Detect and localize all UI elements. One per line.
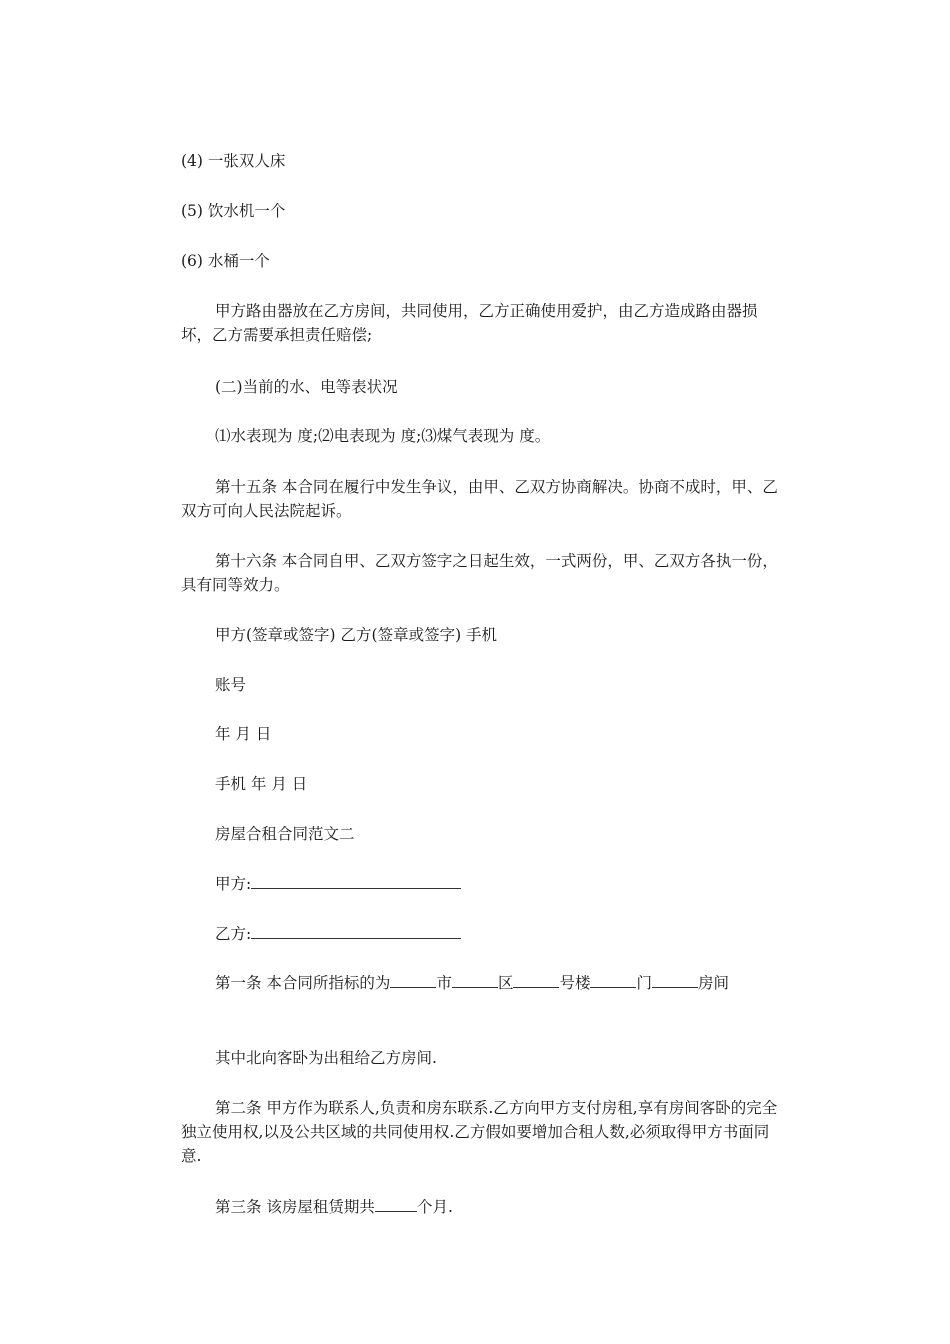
account-line — [181, 673, 781, 697]
article-15 — [181, 475, 781, 523]
district-blank — [452, 971, 498, 988]
paragraph-text: 其中北向客卧为出租给乙方房间. — [215, 1049, 437, 1067]
months-blank — [375, 1195, 417, 1212]
district-label: 区 — [497, 974, 514, 992]
building-blank — [513, 971, 559, 988]
room-blank — [652, 971, 698, 988]
party-b-line — [181, 922, 781, 946]
city-label: 市 — [436, 974, 452, 992]
list-item-bed — [181, 149, 781, 173]
paragraph-text: 第十五条 本合同在履行中发生争议，由甲、乙双方协商解决。协商不成时，甲、乙双方可向人民法院起诉。 — [181, 478, 778, 520]
meter-readings — [181, 424, 781, 448]
item-text: (6) 水桶一个 — [181, 252, 270, 270]
phone-date-line — [181, 772, 781, 796]
paragraph-text: 年 月 日 — [215, 725, 272, 743]
article-1-prefix: 第一条 本合同所指标的为 — [215, 974, 391, 992]
item-text: (4) 一张双人床 — [181, 152, 286, 170]
paragraph-text: 账号 — [215, 676, 247, 694]
paragraph-text: 第十六条 本合同自甲、乙双方签字之日起生效，一式两份，甲、乙双方各执一份，具有同等效力。 — [181, 552, 778, 594]
list-item-water-dispenser — [181, 199, 781, 223]
unit-blank — [590, 971, 636, 988]
paragraph-text: (二)当前的水、电等表状况 — [215, 378, 398, 396]
paragraph-text: 甲方(签章或签字) 乙方(签章或签字) 手机 — [215, 626, 498, 644]
article-1-note — [181, 1046, 781, 1070]
list-item-water-bucket — [181, 249, 781, 273]
article-3-prefix: 第三条 该房屋租赁期共 — [215, 1198, 375, 1216]
unit-label: 门 — [636, 974, 652, 992]
party-a-label: 甲方: — [215, 875, 252, 893]
paragraph-text: 第二条 甲方作为联系人,负责和房东联系.乙方向甲方支付房租,享有房间客卧的完全独立使用权,以及公共区域的共同使用权.乙方假如要增加合租人数,必须取得甲方书面同意. — [181, 1099, 778, 1165]
article-16 — [181, 549, 781, 597]
building-label: 号楼 — [559, 974, 591, 992]
contract-title — [181, 822, 781, 846]
router-clause — [181, 299, 781, 347]
party-b-label: 乙方: — [215, 925, 252, 943]
article-2 — [181, 1096, 781, 1168]
party-a-blank — [251, 872, 461, 889]
article-3 — [181, 1195, 781, 1219]
meter-heading — [181, 375, 781, 399]
paragraph-text: 甲方路由器放在乙方房间，共同使用，乙方正确使用爱护，由乙方造成路由器损坏，乙方需要承担责任赔偿; — [181, 302, 758, 344]
article-1 — [181, 971, 781, 995]
paragraph-text: 手机 年 月 日 — [215, 775, 308, 793]
date-line — [181, 722, 781, 746]
party-a-line — [181, 872, 781, 896]
article-3-suffix: 个月. — [416, 1198, 453, 1216]
room-label: 房间 — [698, 974, 730, 992]
party-b-blank — [251, 922, 461, 939]
city-blank — [390, 971, 436, 988]
paragraph-text: 房屋合租合同范文二 — [215, 825, 355, 843]
paragraph-text: ⑴水表现为 度;⑵电表现为 度;⑶煤气表现为 度。 — [215, 427, 551, 445]
item-text: (5) 饮水机一个 — [181, 202, 286, 220]
signature-line — [181, 623, 781, 647]
